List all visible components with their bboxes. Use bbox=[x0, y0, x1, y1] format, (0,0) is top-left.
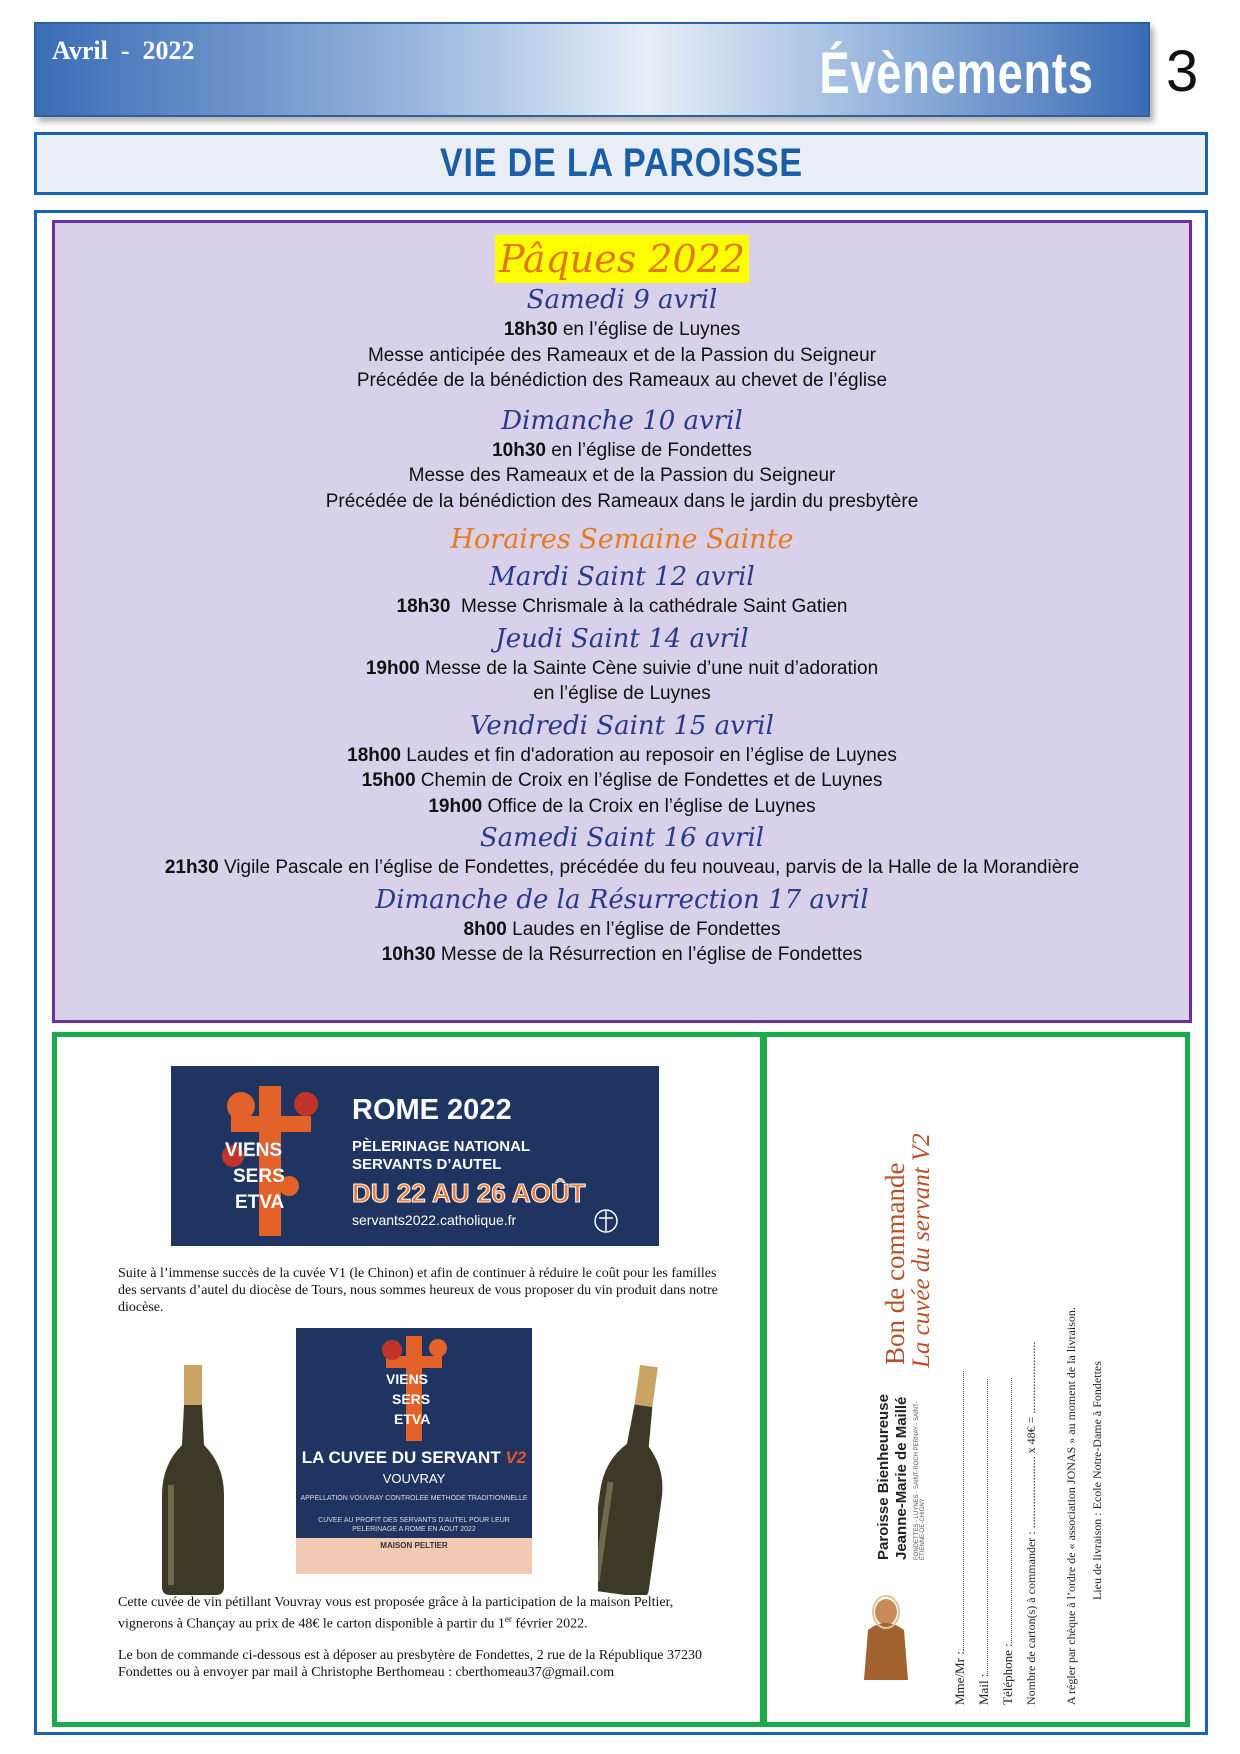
holy-week-blocks bbox=[55, 560, 1189, 968]
schedule-day-heading: Samedi Saint 16 avril bbox=[479, 823, 765, 853]
schedule-line bbox=[55, 656, 1189, 682]
schedule-time: 8h00 bbox=[463, 918, 507, 940]
schedule-line bbox=[55, 942, 1189, 968]
schedule-time: 18h00 bbox=[347, 744, 401, 766]
wine-label bbox=[296, 1328, 532, 1574]
section-title-box bbox=[34, 132, 1208, 195]
wine-name bbox=[296, 1448, 532, 1468]
schedule-text: Chemin de Croix en l’église de Fondettes et de Luynes bbox=[415, 770, 883, 791]
schedule-text: en l’église de Luynes bbox=[533, 683, 711, 704]
schedule-time: 19h00 bbox=[428, 795, 483, 817]
rome-banner bbox=[171, 1066, 659, 1246]
wine-bottle-right-icon bbox=[598, 1365, 668, 1595]
order-form-subtitle: La cuvée du servant V2 bbox=[908, 1133, 935, 1368]
rome-url: servants2022.catholique.fr bbox=[352, 1212, 517, 1228]
schedule-text: Laudes et fin d'adoration au reposoir en l’église de Luynes bbox=[401, 744, 897, 766]
wine-text: Cette cuvée de vin pétillant Vouvray vous est proposée grâce à la participation de la maison Peltier, vignerons à Chançay au prix de 48€ le carton disponible à partir du 1 bbox=[118, 1595, 674, 1632]
order-paragraph: Le bon de commande ci-dessous est à déposer au presbytère de Fondettes, 2 rue de la République 37230 Fondettes ou à envoyer par mail à Christophe Berthomeau : cberthomeau37@gmail.com bbox=[118, 1648, 702, 1680]
schedule-line bbox=[55, 317, 1189, 343]
schedule-time: 10h30 bbox=[381, 944, 436, 965]
schedule-text: en l’église de Fondettes bbox=[545, 439, 752, 461]
schedule-day-heading: Jeudi Saint 14 avril bbox=[495, 623, 749, 654]
schedule-text: Précédée de la bénédiction des Rameaux dans le jardin du presbytère bbox=[325, 490, 919, 512]
schedule-time: 10h30 bbox=[492, 439, 546, 461]
wine-region: VOUVRAY bbox=[382, 1471, 446, 1486]
svg-text:ETVA: ETVA bbox=[235, 1192, 285, 1213]
viens-sers-et-va-logo bbox=[211, 1086, 331, 1236]
box-divider bbox=[760, 1032, 767, 1727]
schedule-line bbox=[55, 463, 1189, 489]
schedule-text: Précédée de la bénédiction des Rameaux au chevet de l’église bbox=[356, 370, 888, 391]
delivery-note: Lieu de livraison : Ecole Notre-Dame à Fondettes bbox=[1090, 1361, 1104, 1600]
schedule-line bbox=[55, 768, 1189, 794]
schedule-time: 18h30 bbox=[396, 596, 451, 617]
field-phone[interactable] bbox=[1000, 1378, 1016, 1705]
wine-text-sup: er bbox=[504, 1614, 512, 1624]
wine-note: CUVEE AU PROFIT DES SERVANTS D'AUTEL POUR LEUR PELERINAGE A ROME EN AOUT 2022 bbox=[318, 1517, 510, 1533]
field-mail[interactable] bbox=[976, 1379, 992, 1705]
schedule-text: Messe des Rameaux et de la Passion du Seigneur bbox=[408, 465, 836, 486]
wine-bottle-left-icon bbox=[158, 1365, 228, 1595]
rome-subtitle: PÈLERINAGE NATIONAL SERVANTS D’AUTEL bbox=[352, 1138, 530, 1173]
schedule-line bbox=[55, 794, 1189, 820]
schedule-line bbox=[55, 368, 1189, 394]
schedule-line bbox=[55, 743, 1189, 769]
svg-text:VIENS: VIENS bbox=[386, 1371, 429, 1387]
svg-text:ETVA: ETVA bbox=[394, 1411, 431, 1427]
order-form-title: Bon de commande bbox=[880, 1162, 910, 1365]
parish-name-2: Jeanne-Marie de Maillé bbox=[893, 1396, 910, 1560]
schedule-line bbox=[55, 594, 1189, 620]
schedule-text: Vigile Pascale en l’église de Fondettes, précédée du feu nouveau, parvis de la Halle de la Morandière bbox=[218, 857, 1080, 878]
wine-appellation: APPELLATION VOUVRAY CONTROLEE METHODE TRADITIONNELLE bbox=[300, 1495, 528, 1502]
field-phone-label: Téléphone : bbox=[1000, 1643, 1015, 1705]
bishops-conference-icon bbox=[591, 1206, 621, 1236]
easter-schedule bbox=[52, 220, 1192, 1023]
field-name-label: Mme/Mr : bbox=[952, 1651, 967, 1705]
wine-label-logo bbox=[374, 1336, 454, 1441]
holy-week-title: Horaires Semaine Sainte bbox=[450, 524, 794, 555]
schedule-time: 15h00 bbox=[361, 770, 416, 791]
schedule-text: Laudes en l’église de Fondettes bbox=[506, 918, 781, 940]
section-name: Évènements bbox=[819, 41, 1094, 106]
schedule-line bbox=[55, 438, 1189, 464]
wine-name-text: LA CUVEE DU SERVANT bbox=[301, 1448, 501, 1467]
saint-portrait-icon bbox=[860, 1590, 912, 1680]
schedule-line bbox=[55, 489, 1189, 515]
wine-text-end: février 2022. bbox=[511, 1616, 588, 1632]
schedule-day-heading: Vendredi Saint 15 avril bbox=[470, 710, 774, 741]
parish-name-1: Paroisse Bienheureuse bbox=[875, 1394, 892, 1560]
schedule-line bbox=[55, 917, 1189, 943]
wine-paragraph bbox=[118, 1594, 718, 1633]
wine-version: V2 bbox=[505, 1448, 527, 1467]
schedule-line bbox=[55, 343, 1189, 369]
rome-title: ROME 2022 bbox=[352, 1094, 512, 1126]
schedule-line bbox=[55, 855, 1189, 881]
maison-peltier-band bbox=[296, 1538, 532, 1574]
svg-text:SERS: SERS bbox=[233, 1166, 285, 1187]
issue-date: Avril - 2022 bbox=[52, 36, 195, 65]
schedule-time: 21h30 bbox=[164, 857, 219, 878]
palm-sunday-blocks bbox=[55, 283, 1189, 514]
page-header bbox=[34, 22, 1150, 117]
maison-name: MAISON PELTIER bbox=[380, 1541, 448, 1550]
schedule-time: 18h30 bbox=[503, 319, 558, 340]
rome-dates: DU 22 AU 26 AOÛT bbox=[352, 1178, 586, 1208]
svg-text:SERS: SERS bbox=[392, 1391, 431, 1407]
field-quantity[interactable]: Nombre de carton(s) à commander : ........................ x 48€ = ........................ bbox=[1024, 1341, 1038, 1705]
schedule-day-heading: Samedi 9 avril bbox=[526, 285, 718, 315]
schedule-time: 19h00 bbox=[365, 657, 420, 679]
parish-towns: FONDETTES - LUYNES - SAINT-ROCH PERNAY - SAINT-ÉTIENNE-DE-CHIGNY bbox=[914, 1401, 926, 1560]
payment-note: A régler par chèque à l’ordre de « association JONAS » au moment de la livraison. bbox=[1064, 1307, 1078, 1705]
intro-paragraph: Suite à l’immense succès de la cuvée V1 (le Chinon) et afin de continuer à réduire le coût pour les familles des servants d’autel du diocèse de Tours, nous sommes heureux de vous proposer du vin produit dans notre diocèse. bbox=[118, 1266, 718, 1315]
schedule-text: Messe de la Résurrection en l’église de Fondettes bbox=[435, 944, 863, 965]
svg-text:VIENS: VIENS bbox=[225, 1140, 283, 1161]
schedule-text: Messe de la Sainte Cène suivie d’une nuit d’adoration bbox=[419, 657, 879, 679]
schedule-day-heading: Mardi Saint 12 avril bbox=[489, 562, 755, 592]
schedule-day-heading: Dimanche de la Résurrection 17 avril bbox=[375, 884, 869, 915]
field-mail-label: Mail : bbox=[976, 1673, 991, 1705]
field-name[interactable] bbox=[952, 1371, 968, 1705]
easter-title: Pâques 2022 bbox=[495, 235, 749, 283]
schedule-text: en l’église de Luynes bbox=[557, 319, 741, 340]
schedule-text: Messe Chrismale à la cathédrale Saint Gatien bbox=[450, 596, 848, 617]
schedule-line bbox=[55, 681, 1189, 707]
schedule-day-heading: Dimanche 10 avril bbox=[501, 405, 743, 436]
schedule-text: Messe anticipée des Rameaux et de la Passion du Seigneur bbox=[367, 344, 877, 366]
page-number: 3 bbox=[1166, 39, 1199, 104]
section-title: VIE DE LA PAROISSE bbox=[439, 141, 803, 185]
schedule-text: Office de la Croix en l’église de Luynes bbox=[482, 795, 816, 817]
